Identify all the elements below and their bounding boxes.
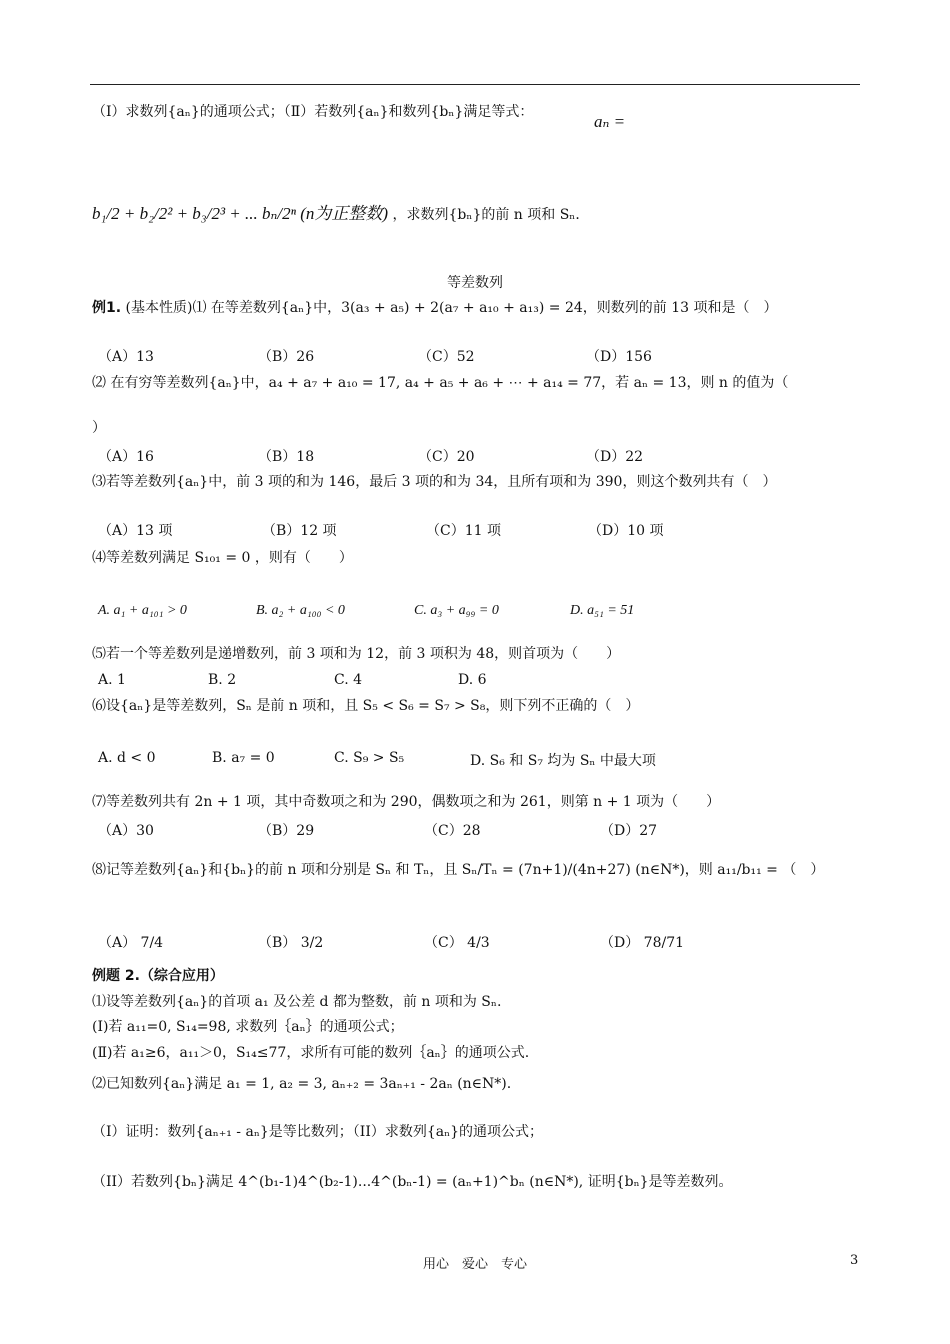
ex2-p1: ⑴设等差数列{aₙ}的首项 a₁ 及公差 d 都为整数，前 n 项和为 Sₙ.: [92, 994, 502, 1010]
q2-option-b: （B）18: [258, 449, 315, 465]
section-title: 等差数列: [447, 275, 503, 291]
q2-option-d: （D）22: [586, 449, 644, 465]
q3-option-b: （B）12 项: [262, 523, 337, 539]
q5-option-c: C. 4: [334, 672, 363, 688]
ex1-q4: ⑷等差数列满足 S₁₀₁ = 0 ，则有（ ）: [92, 550, 353, 566]
q3-option-c: （C）11 项: [426, 523, 501, 539]
q6-option-c: C. S₉ > S₅: [334, 750, 405, 766]
q3-option-d: （D）10 项: [588, 523, 664, 539]
q4-option-b: B. a₂ + a₁₀₀ < 0: [256, 603, 345, 618]
ex2-p1a: (Ⅰ)若 a₁₁=0, S₁₄=98, 求数列｛aₙ｝的通项公式；: [92, 1019, 404, 1035]
ex1-q1: 例1. (基本性质)⑴ 在等差数列{aₙ}中，3(a₃ + a₅) + 2(a₇ + a₁₀ + a₁₃) = 24，则数列的前 13 项和是（ ）: [92, 300, 778, 316]
ex2-p1b: (Ⅱ)若 a₁≥6，a₁₁＞0，S₁₄≤77，求所有可能的数列｛aₙ｝的通项公式.: [92, 1045, 530, 1061]
intro-formula-an: aₙ =: [594, 112, 626, 131]
header-rule: [90, 84, 860, 85]
q8-option-d: （D） 78/71: [600, 935, 685, 951]
ex1-label: 例1.: [92, 300, 122, 316]
ex1-q3: ⑶若等差数列{aₙ}中，前 3 项的和为 146，最后 3 项的和为 34，且所有项和为 390，则这个数列共有（ ）: [92, 474, 777, 490]
ex2-p2b: （II）若数列{bₙ}满足 4^(b₁-1)4^(b₂-1)...4^(bₙ-1) = (aₙ+1)^bₙ (n∈N*), 证明{bₙ}是等差数列。: [92, 1174, 733, 1190]
ex1-q5: ⑸若一个等差数列是递增数列，前 3 项和为 12，前 3 项积为 48，则首项为（ ）: [92, 646, 621, 662]
q1-option-d: （D）156: [586, 349, 652, 365]
ex2-p2a: （I）证明：数列{aₙ₊₁ - aₙ}是等比数列；（II）求数列{aₙ}的通项公式；: [92, 1124, 544, 1140]
intro-line-2: b₁/2 + b₂/2² + b₃/2³ + ... bₙ/2ⁿ (n为正整数) ，求数列{bₙ}的前 n 项和 Sₙ．: [92, 204, 590, 223]
ex1-q6: ⑹设{aₙ}是等差数列，Sₙ 是前 n 项和，且 S₅ < S₆ = S₇ > S₈，则下列不正确的（ ）: [92, 698, 640, 714]
q7-option-a: （A）30: [98, 823, 154, 839]
q5-option-d: D. 6: [458, 672, 487, 688]
q1-option-b: （B）26: [258, 349, 315, 365]
q8-option-a: （A） 7/4: [98, 935, 164, 951]
q8-option-c: （C） 4/3: [424, 935, 490, 951]
q4-option-c: C. a₃ + a₉₉ = 0: [414, 603, 499, 618]
intro-formula-sum: b₁/2 + b₂/2² + b₃/2³ + ... bₙ/2ⁿ (n为正整数): [92, 204, 389, 223]
q6-option-a: A. d < 0: [98, 750, 156, 766]
page-footer: 用心 爱心 专心: [422, 1257, 527, 1272]
ex2-label: 例题 2.（综合应用）: [92, 968, 224, 984]
ex1-q2-cont: ）: [92, 420, 106, 436]
ex2-p2: ⑵已知数列{aₙ}满足 a₁ = 1, a₂ = 3, aₙ₊₂ = 3aₙ₊₁ - 2aₙ (n∈N*).: [92, 1076, 512, 1092]
ex1-q2: ⑵ 在有穷等差数列{aₙ}中，a₄ + a₇ + a₁₀ = 17, a₄ + a₅ + a₆ + ⋯ + a₁₄ = 77，若 aₙ = 13，则 n 的值为（: [92, 375, 789, 391]
q6-option-d: D. S₆ 和 S₇ 均为 Sₙ 中最大项: [470, 753, 656, 769]
q6-option-b: B. a₇ = 0: [212, 750, 275, 766]
page-number: 3: [850, 1253, 859, 1268]
intro-line-1: （Ⅰ）求数列{aₙ}的通项公式；（Ⅱ）若数列{aₙ}和数列{bₙ}满足等式：: [92, 104, 534, 120]
ex1-q7: ⑺等差数列共有 2n + 1 项，其中奇数项之和为 290，偶数项之和为 261，则第 n + 1 项为（ ）: [92, 794, 721, 810]
q2-option-a: （A）16: [98, 449, 154, 465]
q3-option-a: （A）13 项: [98, 523, 173, 539]
q4-option-a: A. a₁ + a₁₀₁ > 0: [98, 603, 187, 618]
q7-option-d: （D）27: [600, 823, 658, 839]
q2-option-c: （C）20: [418, 449, 475, 465]
q5-option-b: B. 2: [208, 672, 237, 688]
q1-option-c: （C）52: [418, 349, 475, 365]
q1-option-a: （A）13: [98, 349, 154, 365]
ex1-q8: ⑻记等差数列{aₙ}和{bₙ}的前 n 项和分别是 Sₙ 和 Tₙ，且 Sₙ/Tₙ = (7n+1)/(4n+27) (n∈N*)，则 a₁₁/b₁₁ = （ ）: [92, 862, 825, 878]
q7-option-b: （B）29: [258, 823, 315, 839]
q8-option-b: （B） 3/2: [258, 935, 324, 951]
q5-option-a: A. 1: [98, 672, 126, 688]
q4-option-d: D. a₅₁ = 51: [570, 603, 635, 618]
q7-option-c: （C）28: [424, 823, 481, 839]
